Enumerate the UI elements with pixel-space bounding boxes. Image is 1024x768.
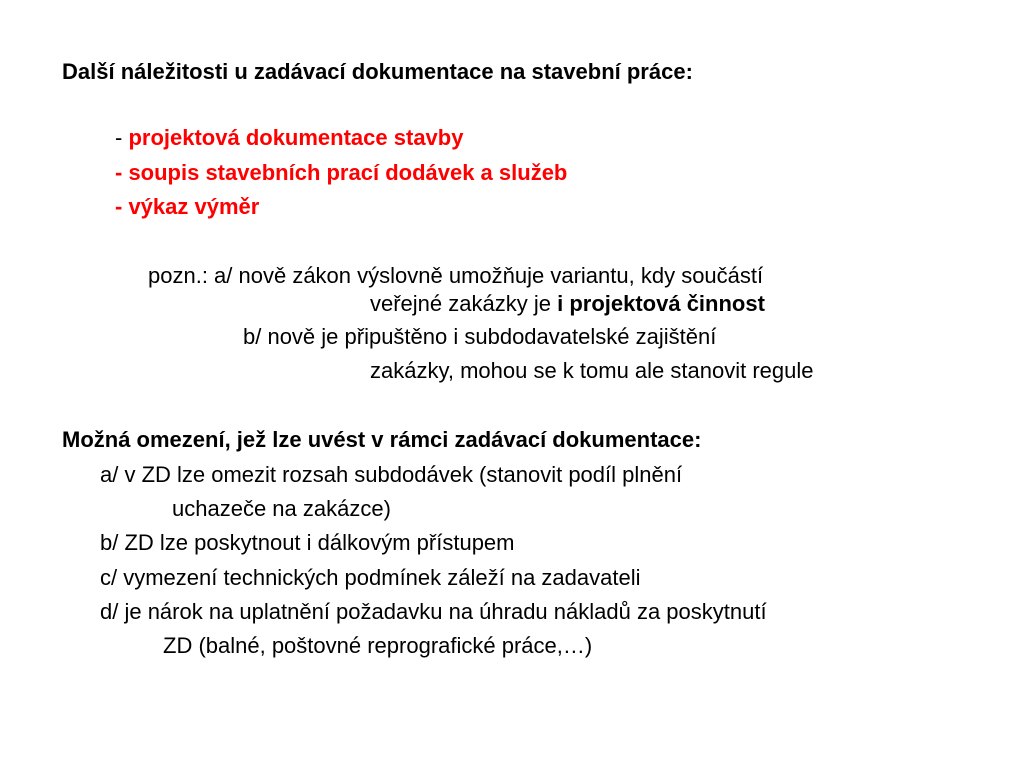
note-b-line1: b/ nově je připuštěno i subdodavatelské zajištění (243, 324, 717, 349)
requirement-item-1-dash: - (115, 125, 129, 150)
note-a-line2-bold: i projektová činnost (557, 291, 765, 316)
note-b-line2: zakázky, mohou se k tomu ale stanovit regule (370, 358, 814, 383)
restriction-a-line1: a/ v ZD lze omezit rozsah subdodávek (stanovit podíl plnění (100, 462, 683, 487)
requirement-item-3: - výkaz výměr (115, 194, 260, 219)
note-a-line1: pozn.: a/ nově zákon výslovně umožňuje variantu, kdy součástí (148, 263, 764, 288)
restriction-b: b/ ZD lze poskytnout i dálkovým přístupem (100, 530, 515, 555)
note-a-line2-prefix: veřejné zakázky je (370, 291, 558, 316)
note-a-line2 (370, 291, 765, 317)
requirement-item-1 (115, 125, 463, 151)
restriction-c: c/ vymezení technických podmínek záleží na zadavateli (100, 565, 641, 590)
requirement-item-1-text: projektová dokumentace stavby (128, 125, 464, 150)
section1-heading: Další náležitosti u zadávací dokumentace na stavební práce: (62, 59, 693, 84)
requirement-item-2: - soupis stavebních prací dodávek a služeb (115, 160, 568, 185)
restriction-d-line1: d/ je nárok na uplatnění požadavku na úhradu nákladů za poskytnutí (100, 599, 767, 624)
restriction-a-line2: uchazeče na zakázce) (172, 496, 391, 521)
restriction-d-line2: ZD (balné, poštovné reprografické práce,…) (163, 633, 593, 658)
section2-heading: Možná omezení, jež lze uvést v rámci zadávací dokumentace: (62, 427, 702, 452)
